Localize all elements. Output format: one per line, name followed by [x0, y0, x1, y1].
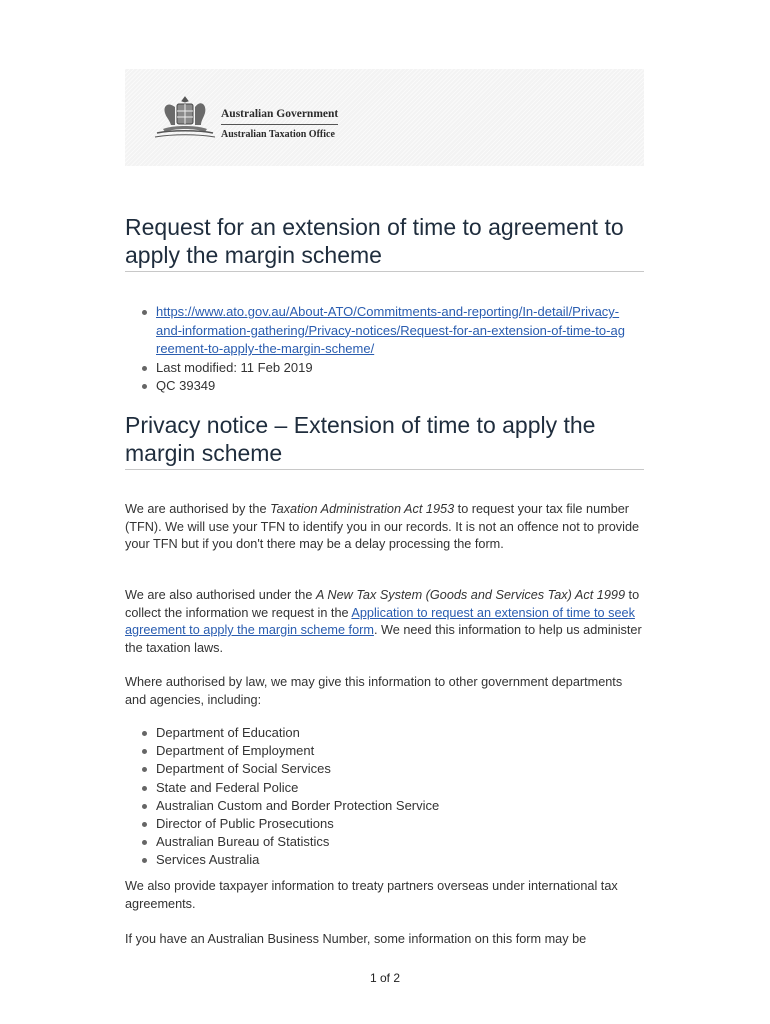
page-number: 1 of 2 — [369, 971, 401, 985]
list-item: Services Australia — [125, 851, 625, 869]
text: We are also authorised under the — [125, 588, 316, 602]
paragraph-disclosure: Where authorised by law, we may give this information to other government departments and agencies, including: — [125, 675, 623, 707]
page-url-link[interactable]: https://www.ato.gov.au/About-ATO/Commitments-and-reporting/In-detail/Privacy-and-information-gathering/Privacy-notices/Request-for-an-extension-of-time-to-agreement-to-apply-the-margin-scheme/ — [156, 304, 625, 356]
department-list — [125, 724, 625, 870]
logo-line-ato: Australian Taxation Office — [221, 129, 335, 140]
paragraph-tfn — [125, 501, 645, 554]
meta-list — [125, 303, 625, 396]
text: . We need this information to help us administer the taxation laws. — [125, 623, 642, 655]
list-item: Department of Social Services — [125, 760, 625, 778]
list-item: Department of Education — [125, 724, 625, 742]
list-item: Director of Public Prosecutions — [125, 815, 625, 833]
paragraph-abn: If you have an Australian Business Number, some information on this form may be — [125, 932, 587, 946]
header-banner — [125, 69, 644, 166]
list-item: Department of Employment — [125, 742, 625, 760]
privacy-heading: Privacy notice – Extension of time to apply the margin scheme — [125, 411, 644, 470]
act-name: Taxation Administration Act 1953 — [270, 502, 455, 516]
text: We are authorised by the — [125, 502, 271, 516]
text: to request your tax file number (TFN). We will use your TFN to identify you in our records. It is not an offence not to provide your TFN but if you don't there may be a delay processing the form. — [125, 502, 640, 551]
act-name: A New Tax System (Goods and Services Tax) Act 1999 — [315, 588, 626, 602]
last-modified: Last modified: 11 Feb 2019 — [125, 359, 625, 378]
application-form-link[interactable]: Application to request an extension of time to seek agreement to apply the margin scheme form — [125, 605, 635, 637]
text: to collect the information we request in the — [125, 588, 640, 620]
ato-logo-text — [221, 107, 338, 141]
list-item: Australian Custom and Border Protection Service — [125, 797, 625, 815]
coat-of-arms-icon — [153, 95, 217, 141]
meta-url-item — [125, 303, 625, 359]
list-item: State and Federal Police — [125, 779, 625, 797]
page-title: Request for an extension of time to agreement to apply the margin scheme — [125, 213, 644, 272]
list-item: Australian Bureau of Statistics — [125, 833, 625, 851]
paragraph-treaty: We also provide taxpayer information to treaty partners overseas under international tax agreements. — [125, 879, 618, 911]
logo-line-government: Australian Government — [221, 107, 338, 125]
paragraph-gst-authority — [125, 587, 645, 657]
qc-number: QC 39349 — [125, 377, 625, 396]
